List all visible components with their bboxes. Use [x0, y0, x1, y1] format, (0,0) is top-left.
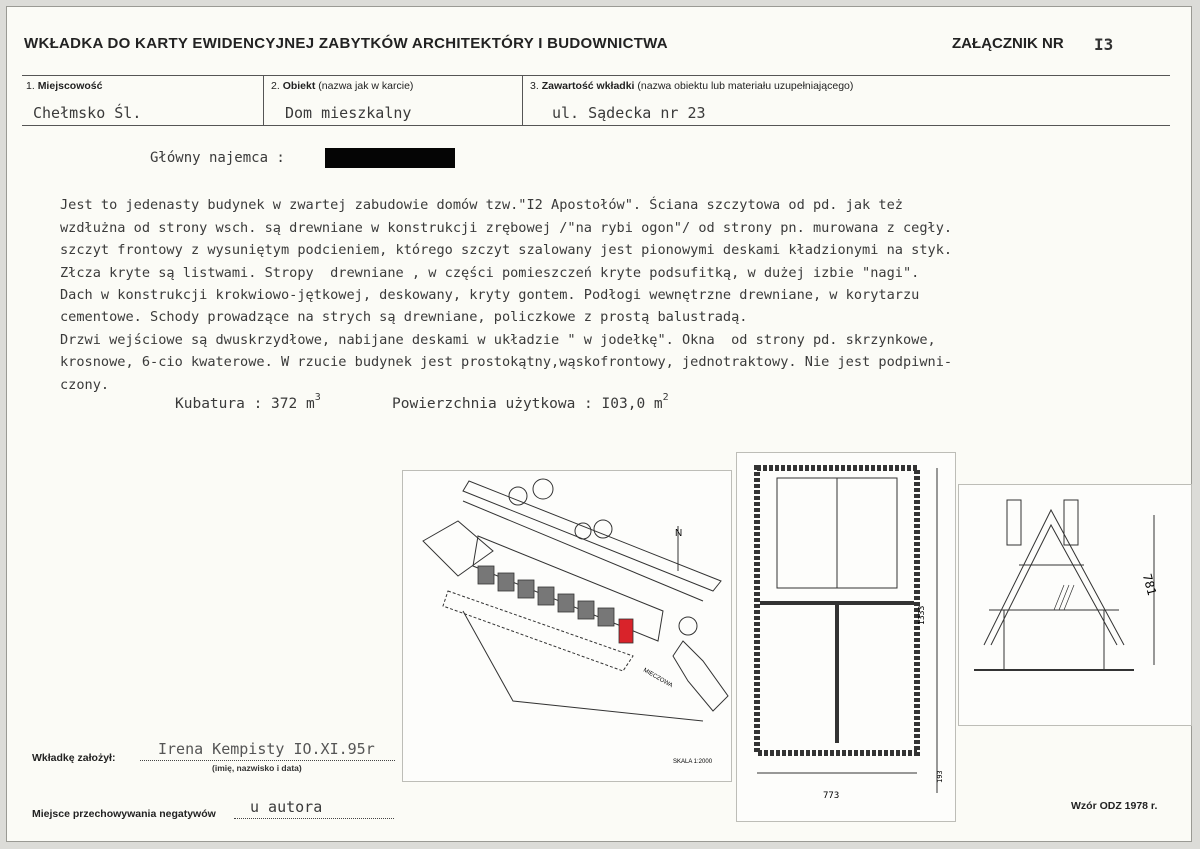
author-note: (imię, nazwisko i data) [212, 763, 302, 773]
redacted-tenant-name [325, 148, 455, 168]
description-line: Złcza kryte są listwami. Stropy drewniane , w części pomieszczeń kryte podsufitką, w dużej izbie "nagi". [60, 264, 920, 281]
description-text [60, 172, 952, 418]
north-arrow-label: N [675, 528, 683, 539]
field-label-zawartosc: 3. Zawartość wkładki (nazwa obiektu lub materiału uzupełniającego) [530, 80, 854, 92]
powierzchnia: Powierzchnia użytkowa : I03,0 $m^2$ [392, 392, 669, 412]
description-line: wzdłużna od strony wsch. są drewniane w konstrukcji zrębowej /"na rybi ogon"/ od strony pn. murowana z cegły. [60, 219, 953, 236]
header-rule-bottom [22, 125, 1170, 126]
section-svg [959, 485, 1191, 725]
negatives-label: Miejsce przechowywania negatywów [32, 808, 216, 820]
field-label-obiekt: 2. Obiekt (nazwa jak w karcie) [271, 80, 414, 92]
field-value-miejscowosc: Chełmsko Śl. [33, 104, 142, 122]
negatives-value: u autora [250, 798, 323, 816]
description-line: krosnowe, 6-cio kwaterowe. W rzucie budynek jest prostokątny,wąskofrontowy, jednotraktowy. Nie jest podpiwni- [60, 354, 953, 371]
field-divider-2 [522, 75, 523, 125]
kubatura: Kubatura : 372 $m^3$ [175, 392, 321, 412]
highlighted-building [619, 619, 633, 643]
header-rule-top [22, 75, 1170, 76]
scale-label: SKALA 1:2000 [673, 759, 713, 765]
annex-number: I3 [1094, 35, 1114, 54]
field-value-obiekt: Dom mieszkalny [285, 104, 412, 122]
description-line: szczyt frontowy z wysuniętym podcieniem, którego szczyt szalowany jest pionowymi deskami kładzionymi na styk. [60, 242, 953, 259]
tenant-label: Główny najemca : [150, 150, 285, 166]
description-line: cementowe. Schody prowadzące na strych są drewniane, policzkowe z prostą balustradą. [60, 309, 748, 326]
negatives-dotline [234, 818, 394, 819]
section-drawing [958, 484, 1192, 726]
floor-plan-svg [737, 453, 955, 821]
annex-label: ZAŁĄCZNIK NR [952, 35, 1064, 52]
description-line: Dach w konstrukcji krokwiowo-jętkowej, deskowany, kryty gontem. Podłogi wewnętrzne drewniane, w korytarzu [60, 287, 920, 304]
floor-plan-drawing [736, 452, 956, 822]
card-title: WKŁADKA DO KARTY EWIDENCYJNEJ ZABYTKÓW ARCHITEKTÓRY I BUDOWNICTWA [24, 35, 668, 52]
author-dotline [140, 760, 395, 761]
author-value: Irena Kempisty IO.XI.95r [158, 740, 375, 758]
dim-short: 193 [936, 770, 944, 783]
dim-length: 1333 [917, 605, 926, 625]
street-label: MIECZOWA [642, 667, 674, 690]
site-plan-svg [403, 471, 731, 781]
dim-width: 773 [823, 791, 840, 801]
description-line: Drzwi wejściowe są dwuskrzydłowe, nabijane deskami w układzie " w jodełkę". Okna od strony pd. skrzynkowe, [60, 331, 936, 348]
field-value-zawartosc: ul. Sądecka nr 23 [552, 104, 706, 122]
field-divider-1 [263, 75, 264, 125]
form-template-label: Wzór ODZ 1978 r. [1071, 800, 1158, 812]
dim-height: 781 [1139, 572, 1159, 597]
description-line: Jest to jedenasty budynek w zwartej zabudowie domów tzw."I2 Apostołów". Ściana szczytowa od pd. jak też [60, 197, 903, 214]
site-plan-drawing [402, 470, 732, 782]
author-label: Wkładkę założył: [32, 752, 116, 764]
description-line: czony. [60, 376, 110, 393]
field-label-miejscowosc: 1. Miejscowość [26, 80, 103, 92]
